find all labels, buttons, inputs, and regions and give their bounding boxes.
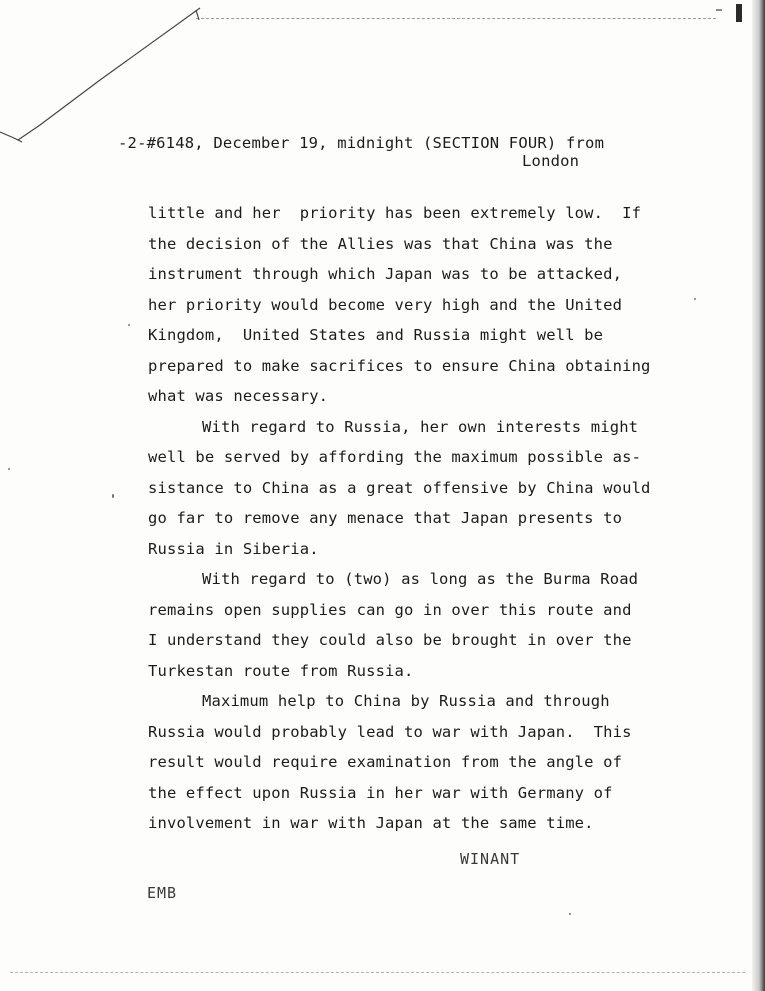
body-line: the effect upon Russia in her war with Germany of [148,783,613,802]
body-line: the decision of the Allies was that China was the [148,234,613,253]
body-line: Kingdom, United States and Russia might well be [148,326,604,344]
body-line: little and her priority has been extremely low. If [148,204,642,222]
document-body [148,198,651,839]
body-line: Maximum help to China by Russia and through [202,692,610,710]
body-line: With regard to (two) as long as the Burma Road [202,570,639,588]
body-line: involvement in war with Japan at the same time. [148,814,594,832]
body-line: go far to remove any menace that Japan presents to [148,509,623,527]
body-line: instrument through which Japan was to be attacked, [148,265,623,283]
document-header: -2-#6148, December 19, midnight (SECTION FOUR) from [118,134,605,152]
body-line: Russia in Siberia. [148,539,319,558]
body-line: her priority would become very high and the United [148,295,623,314]
document-header-location: London [522,152,580,170]
signature: WINANT [460,850,521,868]
body-line: I understand they could also be brought in over the [148,631,632,649]
paper-speck [8,468,10,470]
body-line: remains open supplies can go in over this route and [148,600,632,619]
paper-speck [569,913,571,915]
body-line: well be served by affording the maximum possible as- [148,448,642,466]
body-line: result would require examination from the angle of [148,753,623,771]
body-line: Russia would probably lead to war with Japan. This [148,722,632,741]
body-line: what was necessary. [148,387,329,405]
paper-speck [128,324,130,326]
body-line: Turkestan route from Russia. [148,661,414,680]
body-line: sistance to China as a great offensive by China would [148,478,651,497]
paper-speck [112,494,114,498]
typist-initials: EMB [147,884,178,902]
paper-speck [694,298,696,300]
body-line: With regard to Russia, her own interests might [202,417,639,436]
body-line: prepared to make sacrifices to ensure China obtaining [148,356,651,375]
